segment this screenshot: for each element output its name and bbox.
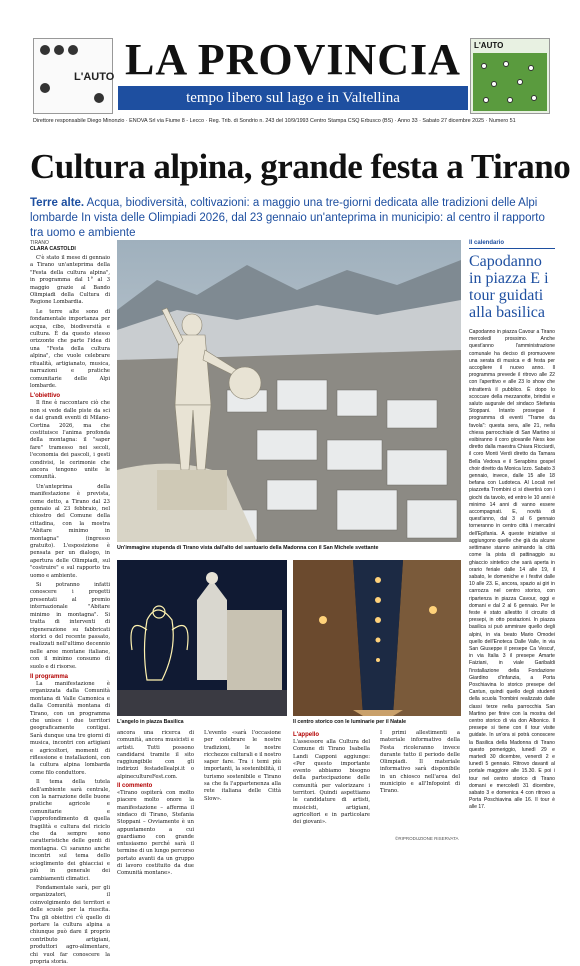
article-paragraph: «Tirano ospiterà con molto piacere molto onore la manifestazione – afferma il sindaco di Tirano, Stefania Stoppani – Ovviamente è un appuntamento a cui guardiamo con grande entusiasmo perché sarà il termine di un lungo percorso portato avanti da un gruppo di lavoro costituito da due Comunità montane». xyxy=(117,790,194,877)
right-ad-brand: L'AUTO xyxy=(474,41,504,50)
right-photo-caption: Il centro storico con le luminarie per il Natale xyxy=(293,719,407,725)
article-paragraph: L'evento «sarà l'occasione per celebrare le nostre tradizioni, le nostre ricchezze culturali e il nostro saper fare. Tra i temi più importanti, la sostenibilità, il turismo sostenibile e Tirano sa che fa l'appartenenza alla rete italiana delle Città Slow». xyxy=(204,730,281,802)
brand-logo-icon xyxy=(94,93,104,103)
player-icon xyxy=(503,61,509,67)
article-paragraph: Le terre alte sono di fondamentale importanza per acqua, cibo, biodiversità e cultura. È da questo stesso orizzonte che parte l'idea di una "Festa della cultura alpina", che vuole celebrare ritualità, artigianato, musica, narrazioni e pratiche comunitarie delle Alpi lombarde. xyxy=(30,308,110,389)
photo-historic-center-lights xyxy=(293,560,461,716)
deck-lead: Terre alte. xyxy=(30,197,85,209)
article-author: CLARA CASTOLDI xyxy=(30,246,76,252)
sidebar-calendar xyxy=(469,240,555,840)
basilica-night-illustration xyxy=(117,560,287,716)
sidebar-body: Capodanno in piazza Cavour a Tirano mercoledì prossimo. Anche quest'anno l'amministrazione comunale ha deciso di promuovere una serata di musica e di festa per accogliere il nuovo anno. Il programma prevede il ritrovo alle 22 con l'aperitivo e alle 23 lo show che intratterrà il pubblico. È dopo lo scoccare della mezzanotte, brindisi e saluto augurale del sindaco Stefania Stoppani. Intanto prosegue il programma di eventi "Trame da favola": questa sera, alle 21, nella chiesa parrocchiale di San Martino si esibiranno il coro giovanile Ness koe diretto dalla maestra Chiara Ricciardi, il coro Monti Verdi diretto da Tamara Bella Vedova e il Serapbins gospel choir diretto da Monica Izzo. Sabato 3 gennaio, invece, dalle 15 alle 18 befana con Ludoteca. Al Locali nel piazzetta Trombini ci si divertirà con i giochi da tavolo, ed entro le 10 anni è minimo 14 anni di vanno essere accompagnati. E, novità di quest'anno, dal 3 al 6 gennaio torneranno in centro città i mercatini dell'Epifania. A queste iniziative si aggiungono quelle che già da alcune settimane stanno animando la città come la pista di pattinaggio su ghiaccio sintetico che sarà aperta in orario feriale dalle 14 alle 19, il sabato, le domeniche e i festivi dalle 10 alle 23. E, ancora, spazio ai giri in carrozza nel centro storico, con ripartenza in piazza Cavour, oggi e domani e dal 2 al 6 gennaio. Per le feste è stato allestito il circuito di presepi, in otto postazioni. In piazza basilica si può ammirare quello degli alpini, in via beato Mario Omodei quello dell'Enoteca Dalle Valle, in via San Giuseppe il presepe Ca Vescuf, in via Italia 3 il presepe Amarte Faiziani, in viale Garibaldi l'installazione della Fondazione Giardino d'infanzia, a Porta Poschiavina lo storico presepe del Cantun, quindi quello degli studenti della scuola Trombini realizzato dalle classi terze nella parrocchia San Martino per finire con la mostra del centro storico di via don Albonico. Il presepe si tiene con il tour visite guidate. In un'ora si potrà conoscere la Basilica della Madonna di Tirano questo pomeriggio, lunedì 29 e martedì 30 dicembre, venerdì 2 e lunedì 5 gennaio. Ritrovo davanti al portale maggiore alle 15.30. E poi i tour nel centro storico di Tirano domani e mercoledì 31 dicembre, sabato 3 e domenica 4 con ritrovo a Porta Poschiavina alle 16. Il tour è alle 17. xyxy=(469,329,555,811)
article-paragraph: I primi allestimenti a materiale informativo della Festa ricoleranno invece durante tutto il periodo delle Olimpiadi. Il materiale informativo sarà disponibile in un chiosco nell'area del municipio e all'Infopoint di Tirano. xyxy=(380,730,460,795)
masthead-infoline: Direttore responsabile Diego Minonzio · ENOVA Srl via Fiume 8 - Lecco · Reg. Trib. di Sondrio n. 243 del 10/9/1993 Centro Stampa CSQ Erbusco (BS) · Anno 33 · Sabato 27 dicembre 2025 · Numero 51 xyxy=(33,118,516,124)
player-icon xyxy=(491,81,497,87)
right-ad[interactable] xyxy=(470,38,550,114)
article-deck xyxy=(30,196,560,241)
brand-logo-icon xyxy=(40,83,50,93)
article-paragraph: Il fine è raccontare ciò che non si vede dalle piste da sci e dai grandi eventi di Milano-Cortina 2026, ma che costituisce l'anima profonda della montagna: il "saper fare" tramesso nei secoli, l'economia dei pascoli, i gesti condivisi, le cerimonie che ancora tengono unite le comunità. xyxy=(30,400,110,481)
brand-logo-icon xyxy=(40,45,50,55)
sidebar-title: Capodanno in piazza E i tour guidati alla basilica xyxy=(469,253,549,321)
player-icon xyxy=(481,63,487,69)
article-left-column xyxy=(30,240,110,965)
article-kicker: TIRANO xyxy=(30,240,49,246)
section-heading: L'appello xyxy=(293,732,320,738)
article-column-3 xyxy=(204,730,281,842)
section-heading: Il commento xyxy=(117,783,153,790)
main-photo-caption: Un'immagine stupenda di Tirano vista dall'alto del santuario della Madonna con il San Michele svettante xyxy=(117,545,379,551)
article-paragraph: L'assessore alla Cultura del Comune di Tirano Isabella Landi Capponi aggiunge: «Per questo importante evento abbiamo bisogno della partecipazione delle comunità per valorizzare i territori. Quindi aspettiamo le candidature di artisti, musicisti, artigiani, agricoltori e in particolare dei giovani». xyxy=(293,739,370,826)
section-heading: Il programma xyxy=(30,673,69,680)
article-paragraph: Si potranno infatti conoscere i progetti presentati al premio internazionale "Abitare minimo in montagna". Si tratta di interventi di rigenerazione su fabbricati storici o del recente passato, realizzati nell'ultimo decennio nelle aree montane italiane, con il minimo consumo di suolo e di risorse. xyxy=(30,582,110,670)
article-column-5 xyxy=(380,730,460,842)
player-icon xyxy=(517,79,523,85)
soccer-field-graphic xyxy=(473,53,547,111)
brand-logo-icon xyxy=(68,45,78,55)
article-column-4 xyxy=(293,730,370,842)
newspaper-subtitle: tempo libero sul lago e in Valtellina xyxy=(118,86,468,110)
left-ad[interactable] xyxy=(33,38,113,114)
article-paragraph: La manifestazione è organizzata dalla Comunità montana di Valle Camonica e dalla Comunità montana di Tirano, con un programma che unisce i due territori geograficamente contigui. Sarà dunque una tre giorni di musica, incontri con artigiani e agricoltori, momenti di riflessione e installazioni, con la cultura alpina lombarda come filo conduttore. xyxy=(30,680,110,776)
tirano-aerial-illustration xyxy=(117,240,461,542)
player-icon xyxy=(531,95,537,101)
article-paragraph: C'è stato il mese di gennaio a Tirano un'anteprima della "Festa della cultura alpina", in programma dal 1° al 3 maggio grazie al Bando Olimpiadi della Cultura di Regione Lombardia. xyxy=(30,255,110,306)
section-heading: L'obiettivo xyxy=(30,393,61,400)
sidebar-kicker: Il calendario xyxy=(469,240,555,249)
article-paragraph: Il tema della tutela dell'ambiente sarà centrale, con la narrazione delle buone pratiche agricole e comunitarie e l'approfondimento di quella fragilità e cultura del riciclo che da sempre sono caratteristiche delle genti di montagna. Ci saranno anche incontri sul tema dello scioglimento dei ghiacciai e più in generale dei cambiamenti climatici. xyxy=(30,779,110,882)
copyright-note: ©RIPRODUZIONE RISERVATA xyxy=(395,836,459,841)
article-headline: Cultura alpina, grande festa a Tirano xyxy=(30,147,571,186)
player-icon xyxy=(483,97,489,103)
newspaper-title: LA PROVINCIA xyxy=(125,35,461,84)
article-paragraph: Fondamentale sarà, per gli organizzatori, il coinvolgimento dei territori e delle scuole per la riuscita. Tra gli obiettivi c'è quello di portare la cultura alpina a chiunque può dare il proprio contributo artigiani, produttori agro-alimentare, chi vuol far conoscere la propria storia. xyxy=(30,884,110,965)
article-column-2 xyxy=(117,730,194,877)
left-photo-caption: L'angelo in piazza Basilica xyxy=(117,719,184,725)
main-photo-tirano xyxy=(117,240,461,542)
article-paragraph: ancora una ricerca di comunità, ancora musicisti e artisti. Tutti possono candidarsi tramite il sito raggiungibile con gli indirizzi festadellealpi.it o alpinecultureFest.com. xyxy=(117,730,194,780)
brand-logo-icon xyxy=(54,45,64,55)
article-paragraph: Un'anteprima della manifestazione è prevista, come detto, a Tirano dal 23 gennaio al 23 febbraio, nel chiostro del Comune della cittadina, con la mostra "Abitare minimo in montagna" (ingresso gratuito). L'esposizione è pensata per un dialogo, in apertura delle Olimpiadi, sul "costruire" e sul rapporto tra uomo e ambiente. xyxy=(30,483,110,579)
player-icon xyxy=(507,97,513,103)
title-block xyxy=(118,35,468,114)
deck-text: Acqua, biodiversità, coltivazioni: a maggio una tre-giorni dedicata alle tradizioni delle Alpi lombarde In vista delle Olimpiadi 2026, dal 23 gennaio un'anteprima in municipio: al centro il rapporto tra uomo e ambiente xyxy=(30,197,545,239)
street-lights-illustration xyxy=(293,560,461,716)
photo-angel-piazza-basilica xyxy=(117,560,287,716)
player-icon xyxy=(528,65,534,71)
left-ad-brand: L'AUTO xyxy=(74,71,115,83)
masthead xyxy=(0,0,580,124)
